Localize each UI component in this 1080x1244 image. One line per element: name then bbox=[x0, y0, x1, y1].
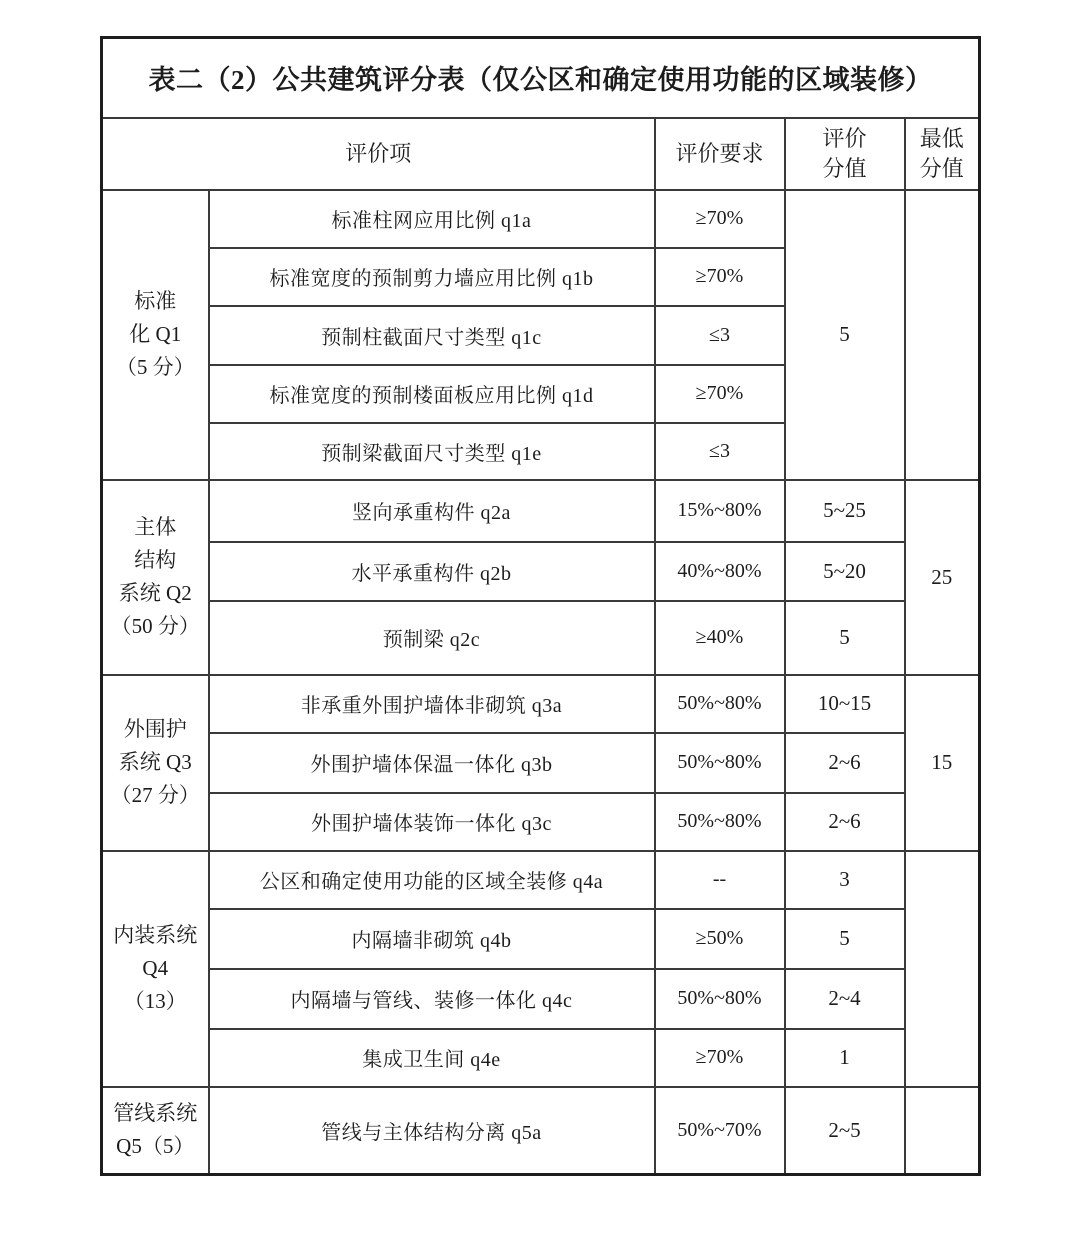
header-score-line2: 分值 bbox=[822, 155, 867, 181]
requirement-cell-q2a: 15%~80% bbox=[655, 480, 785, 542]
item-cell-q1b: 标准宽度的预制剪力墙应用比例 q1b bbox=[209, 248, 655, 306]
group-label-line: （5 分） bbox=[115, 355, 195, 379]
item-cell-q1c: 预制柱截面尺寸类型 q1c bbox=[209, 306, 655, 365]
header-min-score-line1: 最低 bbox=[919, 125, 964, 151]
group-label-q3 bbox=[102, 675, 209, 851]
group-label-line: （50 分） bbox=[110, 614, 200, 638]
requirement-cell-q3c: 50%~80% bbox=[655, 793, 785, 851]
group-label-line: 标准 bbox=[134, 289, 177, 313]
group-label-line: 主体 bbox=[134, 515, 177, 539]
requirement-cell-q2b: 40%~80% bbox=[655, 542, 785, 601]
requirement-cell-q1a: ≥70% bbox=[655, 190, 785, 248]
min-score-cell-q5 bbox=[905, 1087, 980, 1175]
item-cell-q2c: 预制梁 q2c bbox=[209, 601, 655, 675]
requirement-cell-q1d: ≥70% bbox=[655, 365, 785, 423]
group-label-line: 系统 Q3 bbox=[118, 750, 192, 774]
requirement-cell-q3b: 50%~80% bbox=[655, 733, 785, 793]
table-title: 表二（2）公共建筑评分表（仅公区和确定使用功能的区域装修） bbox=[102, 38, 980, 118]
score-cell-q2c: 5 bbox=[785, 601, 905, 675]
item-cell-q4a: 公区和确定使用功能的区域全装修 q4a bbox=[209, 851, 655, 909]
group-label-line: 结构 bbox=[134, 548, 177, 572]
min-score-cell-q4 bbox=[905, 851, 980, 1087]
group-label-q5 bbox=[102, 1087, 209, 1175]
item-cell-q4c: 内隔墙与管线、装修一体化 q4c bbox=[209, 969, 655, 1029]
item-cell-q4b: 内隔墙非砌筑 q4b bbox=[209, 909, 655, 969]
header-item-col: 评价项 bbox=[102, 118, 655, 190]
requirement-cell-q2c: ≥40% bbox=[655, 601, 785, 675]
requirement-cell-q3a: 50%~80% bbox=[655, 675, 785, 733]
requirement-cell-q5a: 50%~70% bbox=[655, 1087, 785, 1175]
header-min-score-line2: 分值 bbox=[919, 155, 964, 181]
header-requirement-col: 评价要求 bbox=[655, 118, 785, 190]
group-label-line: 系统 Q2 bbox=[118, 581, 192, 605]
header-score-line1: 评价 bbox=[822, 125, 867, 151]
group-label-q4 bbox=[102, 851, 209, 1087]
item-cell-q2b: 水平承重构件 q2b bbox=[209, 542, 655, 601]
item-cell-q1d: 标准宽度的预制楼面板应用比例 q1d bbox=[209, 365, 655, 423]
requirement-cell-q1b: ≥70% bbox=[655, 248, 785, 306]
score-cell-q3a: 10~15 bbox=[785, 675, 905, 733]
score-cell-q5a: 2~5 bbox=[785, 1087, 905, 1175]
score-cell-q3c: 2~6 bbox=[785, 793, 905, 851]
score-cell-q4b: 5 bbox=[785, 909, 905, 969]
group-label-q1 bbox=[102, 190, 209, 480]
group-label-line: （27 分） bbox=[110, 783, 200, 807]
score-cell-q4e: 1 bbox=[785, 1029, 905, 1087]
scoring-table bbox=[100, 36, 981, 1176]
requirement-cell-q4b: ≥50% bbox=[655, 909, 785, 969]
min-score-cell-q2: 25 bbox=[905, 480, 980, 675]
item-cell-q5a: 管线与主体结构分离 q5a bbox=[209, 1087, 655, 1175]
item-cell-q1e: 预制梁截面尺寸类型 q1e bbox=[209, 423, 655, 480]
item-cell-q3b: 外围护墙体保温一体化 q3b bbox=[209, 733, 655, 793]
requirement-cell-q4e: ≥70% bbox=[655, 1029, 785, 1087]
item-cell-q1a: 标准柱网应用比例 q1a bbox=[209, 190, 655, 248]
requirement-cell-q1c: ≤3 bbox=[655, 306, 785, 365]
item-cell-q2a: 竖向承重构件 q2a bbox=[209, 480, 655, 542]
header-score-col bbox=[785, 118, 905, 190]
group-label-line: 外围护 bbox=[123, 717, 187, 741]
score-cell-q4a: 3 bbox=[785, 851, 905, 909]
requirement-cell-q1e: ≤3 bbox=[655, 423, 785, 480]
group-label-line: Q4 bbox=[142, 956, 169, 980]
group-label-line: 化 Q1 bbox=[129, 322, 182, 346]
requirement-cell-q4a: -- bbox=[655, 851, 785, 909]
group-label-line: Q5（5） bbox=[116, 1134, 195, 1159]
header-min-score-col bbox=[905, 118, 980, 190]
item-cell-q3a: 非承重外围护墙体非砌筑 q3a bbox=[209, 675, 655, 733]
group-label-line: 内装系统 bbox=[113, 923, 198, 947]
group-label-line: 管线系统 bbox=[113, 1101, 198, 1126]
group-label-line: （13） bbox=[123, 989, 187, 1013]
group-label-q2 bbox=[102, 480, 209, 675]
score-cell-q2a: 5~25 bbox=[785, 480, 905, 542]
item-cell-q3c: 外围护墙体装饰一体化 q3c bbox=[209, 793, 655, 851]
score-cell-q1: 5 bbox=[785, 190, 905, 480]
requirement-cell-q4c: 50%~80% bbox=[655, 969, 785, 1029]
score-cell-q4c: 2~4 bbox=[785, 969, 905, 1029]
item-cell-q4e: 集成卫生间 q4e bbox=[209, 1029, 655, 1087]
score-cell-q3b: 2~6 bbox=[785, 733, 905, 793]
min-score-cell-q1 bbox=[905, 190, 980, 480]
score-cell-q2b: 5~20 bbox=[785, 542, 905, 601]
min-score-cell-q3: 15 bbox=[905, 675, 980, 851]
